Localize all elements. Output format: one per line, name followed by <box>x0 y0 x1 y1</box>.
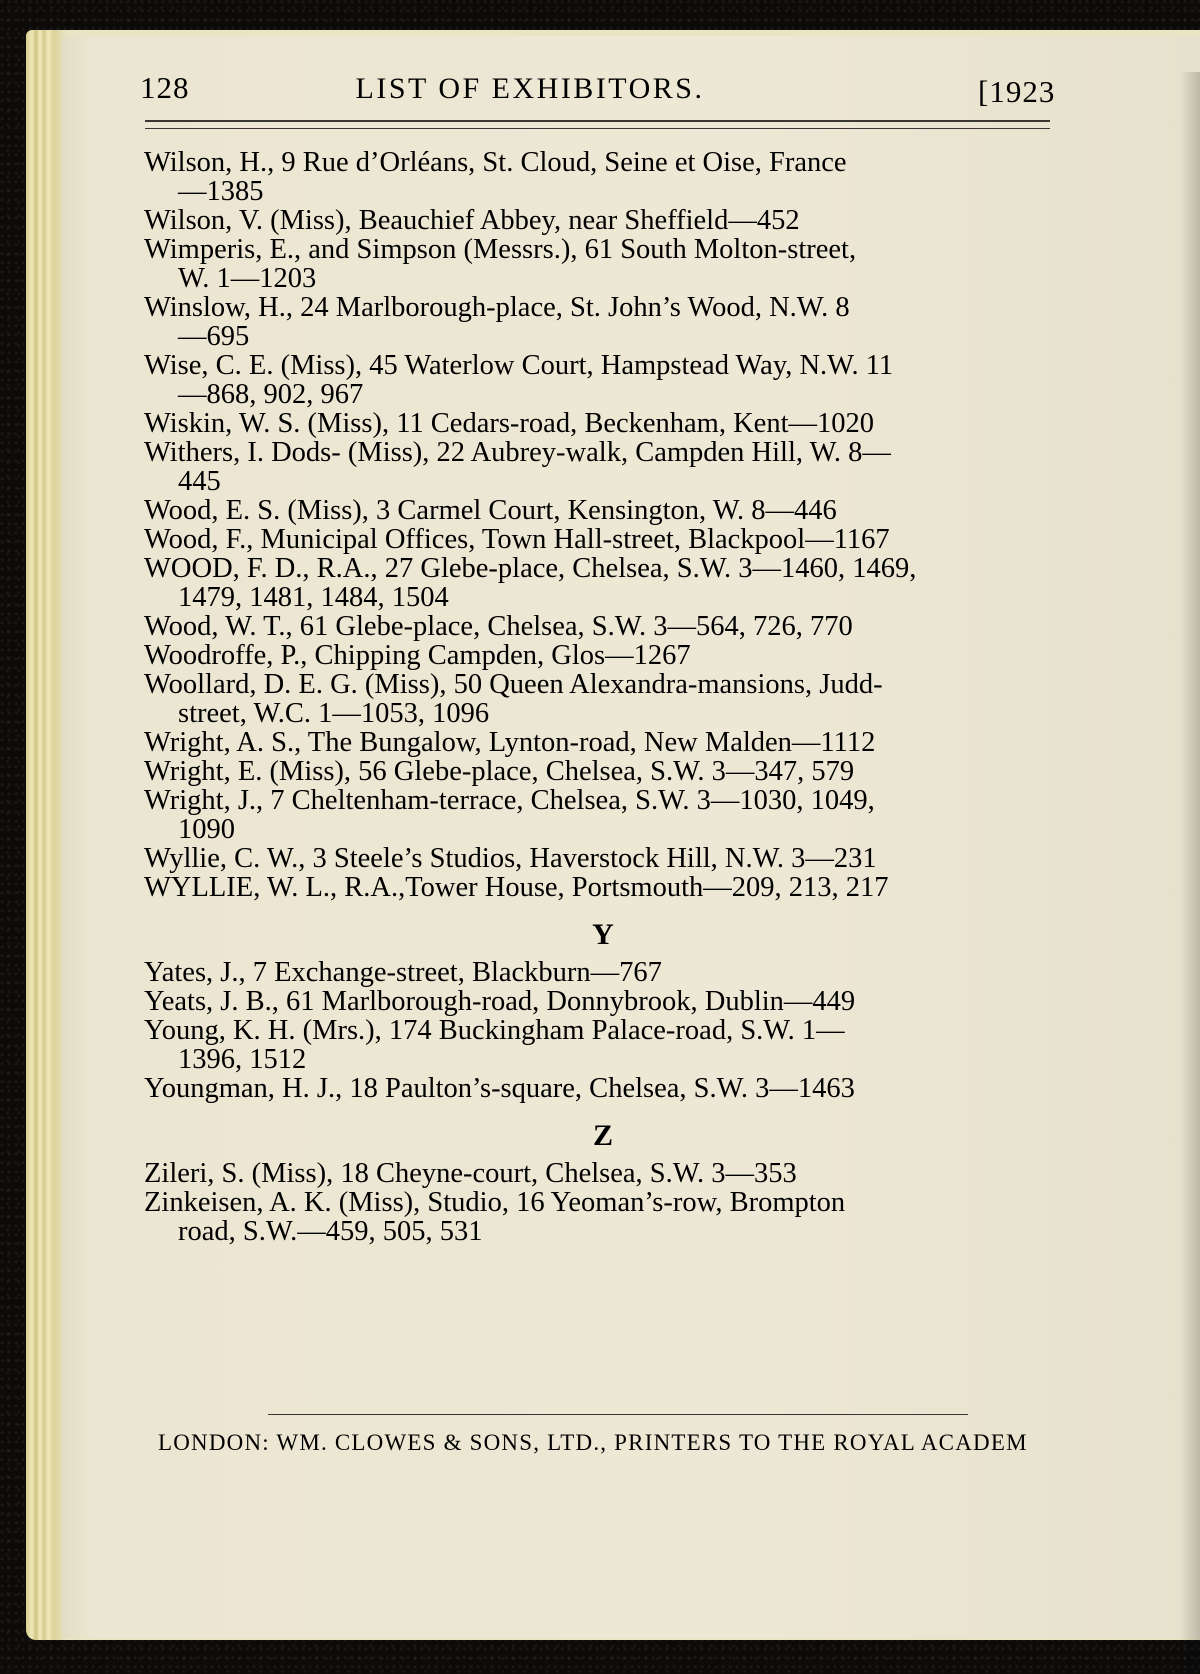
entry-line: Wright, J., 7 Cheltenham-terrace, Chelsea, S.W. 3—1030, 1049, <box>144 785 875 816</box>
list-item <box>144 409 1144 438</box>
page-header <box>140 70 1140 114</box>
list-item <box>144 670 1144 728</box>
list-item <box>144 612 1144 641</box>
list-item <box>144 1016 1144 1074</box>
entry-line: WOOD, F. D., R.A., 27 Glebe-place, Chelsea, S.W. 3—1460, 1469, <box>144 553 917 584</box>
section-z <box>144 1159 1144 1246</box>
list-item <box>144 987 1144 1016</box>
list-item <box>144 293 1144 351</box>
entry-line: Withers, I. Dods- (Miss), 22 Aubrey-walk, Campden Hill, W. 8— <box>144 437 891 468</box>
list-item <box>144 351 1144 409</box>
entry-line: Wiskin, W. S. (Miss), 11 Cedars-road, Beckenham, Kent—1020 <box>144 408 874 439</box>
entry-continuation: —868, 902, 967 <box>178 379 364 410</box>
entry-line: Youngman, H. J., 18 Paulton’s-square, Chelsea, S.W. 3—1463 <box>144 1073 855 1104</box>
entry-continuation: 1479, 1481, 1484, 1504 <box>178 582 449 613</box>
section-heading-z: Z <box>592 1119 613 1152</box>
list-item <box>144 1074 1144 1103</box>
entry-line: Wood, E. S. (Miss), 3 Carmel Court, Kensington, W. 8—446 <box>144 495 837 526</box>
list-item <box>144 1188 1144 1246</box>
list-item <box>144 206 1144 235</box>
list-item <box>144 525 1144 554</box>
section-heading-y: Y <box>592 918 614 951</box>
entry-line: Wilson, V. (Miss), Beauchief Abbey, near Sheffield—452 <box>144 205 800 236</box>
entry-line: Zinkeisen, A. K. (Miss), Studio, 16 Yeoman’s-row, Brompton <box>144 1187 846 1218</box>
entry-line: Young, K. H. (Mrs.), 174 Buckingham Palace-road, S.W. 1— <box>144 1015 845 1046</box>
entry-continuation: road, S.W.—459, 505, 531 <box>178 1216 483 1247</box>
header-rule <box>145 120 1050 129</box>
entry-line: Wilson, H., 9 Rue d’Orléans, St. Cloud, Seine et Oise, France <box>144 147 847 178</box>
section-y <box>144 958 1144 1103</box>
list-item <box>144 757 1144 786</box>
section-w <box>144 148 1144 902</box>
entry-continuation: street, W.C. 1—1053, 1096 <box>178 698 490 729</box>
list-item <box>144 496 1144 525</box>
entry-continuation: W. 1—1203 <box>178 263 317 294</box>
list-item <box>144 728 1144 757</box>
entry-line: Woollard, D. E. G. (Miss), 50 Queen Alexandra-mansions, Judd- <box>144 669 883 700</box>
entry-continuation: —1385 <box>178 176 264 207</box>
entry-line: Wood, F., Municipal Offices, Town Hall-street, Blackpool—1167 <box>144 524 890 555</box>
entry-continuation: 1090 <box>178 814 235 845</box>
list-item <box>144 554 1144 612</box>
entry-line: Wimperis, E., and Simpson (Messrs.), 61 South Molton-street, <box>144 234 857 265</box>
list-item <box>144 1159 1144 1188</box>
list-item <box>144 873 1144 902</box>
list-item <box>144 148 1144 206</box>
footer-rule <box>268 1414 968 1415</box>
entry-line: Winslow, H., 24 Marlborough-place, St. John’s Wood, N.W. 8 <box>144 292 850 323</box>
entry-line: Yeats, J. B., 61 Marlborough-road, Donnybrook, Dublin—449 <box>144 986 856 1017</box>
list-item <box>144 958 1144 987</box>
header-year: [1923 <box>978 74 1056 109</box>
entry-continuation: 1396, 1512 <box>178 1044 307 1075</box>
entry-line: Zileri, S. (Miss), 18 Cheyne-court, Chelsea, S.W. 3—353 <box>144 1158 797 1189</box>
entry-line: Woodroffe, P., Chipping Campden, Glos—1267 <box>144 640 691 671</box>
entry-line: Wright, E. (Miss), 56 Glebe-place, Chelsea, S.W. 3—347, 579 <box>144 756 855 787</box>
list-item <box>144 641 1144 670</box>
printer-imprint: LONDON: WM. CLOWES & SONS, LTD., PRINTERS TO THE ROYAL ACADEM <box>158 1430 1028 1455</box>
exhibitor-list <box>144 148 1144 1246</box>
entry-continuation: —695 <box>178 321 250 352</box>
list-item <box>144 786 1144 844</box>
entry-line: Wood, W. T., 61 Glebe-place, Chelsea, S.W. 3—564, 726, 770 <box>144 611 853 642</box>
entry-line: Wyllie, C. W., 3 Steele’s Studios, Haverstock Hill, N.W. 3—231 <box>144 843 877 874</box>
entry-continuation: 445 <box>178 466 221 497</box>
running-title: LIST OF EXHIBITORS. <box>355 72 705 105</box>
entry-line: Yates, J., 7 Exchange-street, Blackburn—767 <box>144 957 662 988</box>
entry-line: Wise, C. E. (Miss), 45 Waterlow Court, Hampstead Way, N.W. 11 <box>144 350 894 381</box>
page-number: 128 <box>140 70 190 105</box>
entry-line: WYLLIE, W. L., R.A.,Tower House, Portsmouth—209, 213, 217 <box>144 872 889 903</box>
entry-line: Wright, A. S., The Bungalow, Lynton-road, New Malden—1112 <box>144 727 876 758</box>
list-item <box>144 438 1144 496</box>
list-item <box>144 235 1144 293</box>
page-gutter-shadow <box>1180 72 1200 1674</box>
list-item <box>144 844 1144 873</box>
